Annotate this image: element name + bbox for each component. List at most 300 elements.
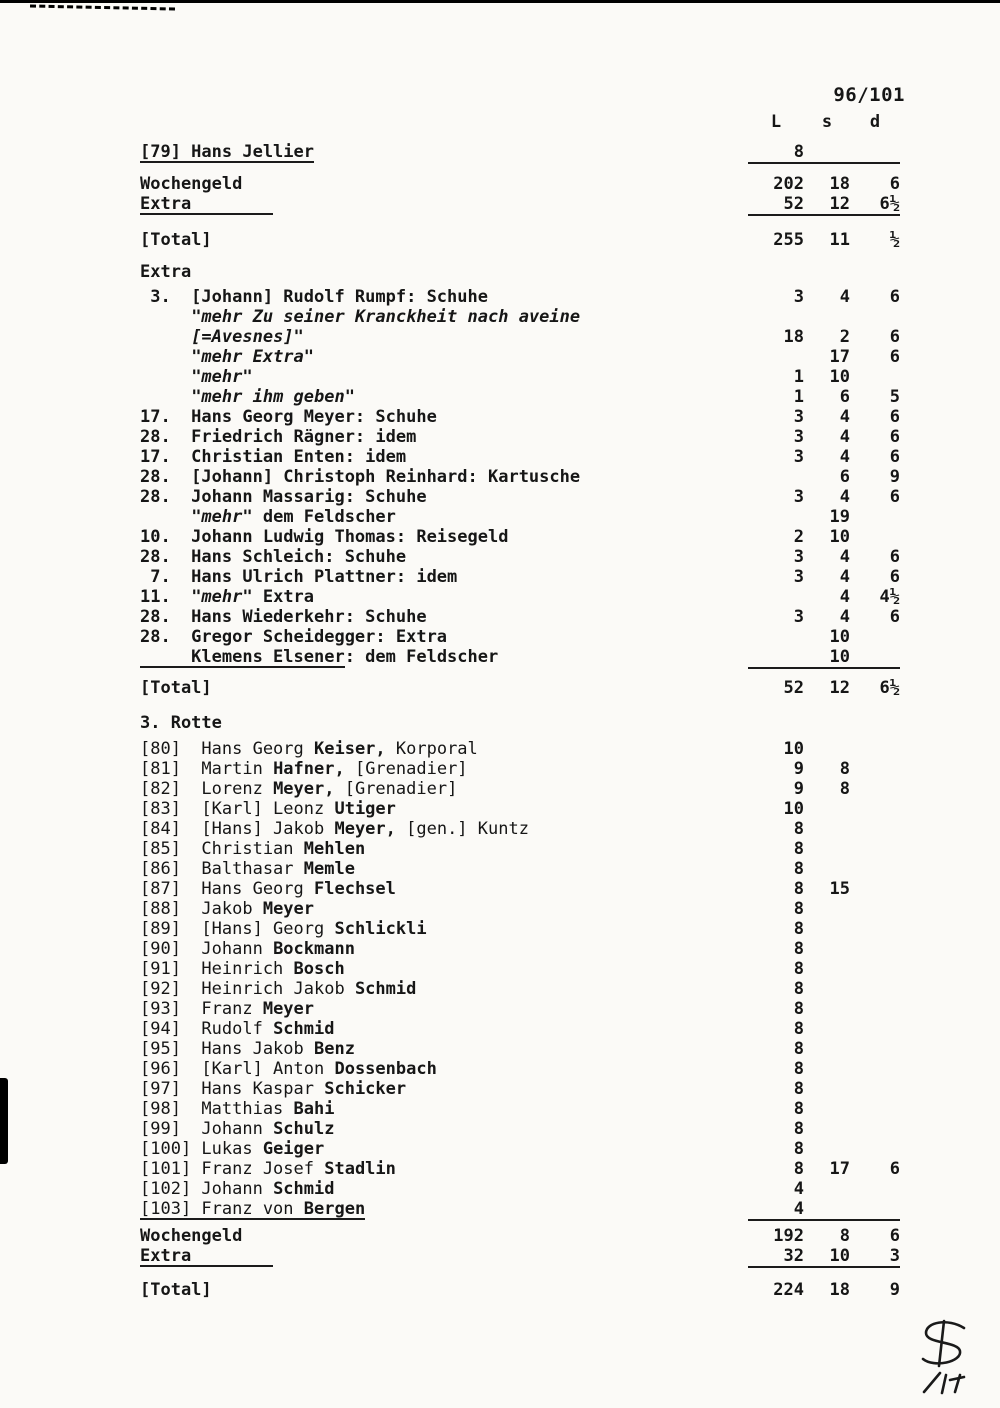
row-amounts — [748, 999, 900, 1019]
text-segment: [97] Hans Kaspar — [140, 1079, 325, 1099]
row-amounts — [748, 959, 900, 979]
row-label — [0, 527, 748, 547]
row-label — [0, 307, 748, 327]
row-label — [0, 678, 748, 698]
amount-s — [804, 1139, 850, 1159]
text-segment: [81] Martin — [140, 759, 274, 779]
text-segment: Bockmann — [273, 939, 355, 959]
text-segment: Schicker — [324, 1079, 407, 1099]
ledger-row — [0, 939, 900, 959]
amount-s — [804, 999, 850, 1019]
row-label — [0, 979, 748, 999]
amount-d — [850, 627, 900, 647]
row-amounts — [748, 527, 900, 547]
row-amounts — [748, 1099, 900, 1119]
amount-d — [850, 859, 900, 879]
amount-l: 2 — [793, 527, 804, 547]
amount-s — [804, 1039, 850, 1059]
ledger-row — [0, 287, 900, 307]
ledger-row — [0, 427, 900, 447]
row-label — [0, 447, 748, 467]
row-amounts — [748, 647, 900, 669]
text-segment: Extra — [252, 587, 315, 607]
row-label — [0, 1199, 748, 1221]
amount-l: 224 — [773, 1280, 804, 1300]
amount-l: 202 — [773, 174, 804, 194]
amount-s: 8 — [839, 1226, 850, 1246]
amount-d: 6 — [889, 447, 900, 467]
section-rotte-3 — [0, 713, 900, 1300]
amount-s — [804, 919, 850, 939]
text-segment: "mehr ihm geben" — [191, 387, 355, 407]
text-segment: [gen.] Kuntz — [395, 819, 529, 839]
row-amounts — [748, 839, 900, 859]
amount-l: 52 — [783, 678, 804, 698]
text-segment: [100] Lukas — [140, 1139, 263, 1159]
amount-s — [804, 1119, 850, 1139]
amount-s: 10 — [829, 1246, 850, 1266]
text-segment: [86] Balthasar — [140, 859, 304, 879]
ledger-row — [0, 487, 900, 507]
amount-d — [850, 527, 900, 547]
amount-l: 4 — [793, 1179, 804, 1199]
row-label — [0, 627, 748, 647]
section-title: 3. Rotte — [140, 713, 222, 733]
row-amounts — [748, 1246, 900, 1268]
amount-d: 6 — [889, 607, 900, 627]
amount-d — [850, 307, 900, 327]
handwritten-slash — [924, 1373, 940, 1392]
currency-header-d: d — [869, 112, 881, 132]
ledger-row — [0, 1139, 900, 1159]
ledger-row — [0, 367, 900, 387]
ledger-row — [0, 1079, 900, 1099]
row-amounts — [748, 142, 900, 164]
row-label — [0, 367, 748, 387]
ledger-row — [0, 819, 900, 839]
ledger-row — [0, 1159, 900, 1179]
text-segment: [Total] — [140, 230, 212, 250]
amount-s — [804, 1199, 850, 1219]
handwritten-mark — [904, 1318, 982, 1400]
amount-s: 18 — [829, 174, 850, 194]
row-label — [0, 1280, 748, 1300]
text-segment: 3. [Johann] Rudolf Rumpf: Schuhe — [140, 287, 488, 307]
amount-s: 19 — [829, 507, 850, 527]
scan-edge-dash — [30, 4, 175, 10]
text-segment: [79] Hans Jellier — [140, 142, 314, 162]
amount-d: 6 — [889, 1226, 900, 1246]
text-segment: Wochengeld — [140, 1226, 243, 1246]
amount-l: 8 — [793, 959, 804, 979]
amount-d: 6 — [889, 567, 900, 587]
ledger-row — [0, 230, 900, 250]
amount-s: 4 — [839, 607, 850, 627]
amount-d: 6 — [889, 487, 900, 507]
ledger-row — [0, 739, 900, 759]
text-segment: 28. Gregor Scheidegger: Extra — [140, 627, 448, 647]
ledger-row — [0, 567, 900, 587]
amount-d: 5 — [889, 387, 900, 407]
text-segment: Geiger — [262, 1139, 325, 1159]
row-amounts — [748, 1226, 900, 1246]
text-segment: Hafner, — [273, 759, 345, 779]
text-segment: Stadlin — [324, 1159, 396, 1179]
scan-edge-top — [0, 0, 1000, 3]
amount-d — [850, 1179, 900, 1199]
handwritten-digits — [942, 1375, 964, 1393]
amount-l: 3 — [793, 447, 804, 467]
amount-s: 4 — [839, 587, 850, 607]
amount-l: 8 — [793, 939, 804, 959]
text-segment: Bahi — [293, 1099, 335, 1119]
row-amounts — [748, 547, 900, 567]
row-amounts — [748, 1039, 900, 1059]
row-amounts — [748, 407, 900, 427]
amount-l: 3 — [793, 287, 804, 307]
text-segment: Extra — [140, 194, 274, 214]
amount-l: 4 — [793, 1199, 804, 1219]
amount-l: 8 — [793, 879, 804, 899]
row-amounts — [748, 799, 900, 819]
amount-d: 6 — [889, 547, 900, 567]
row-label — [0, 759, 748, 779]
amount-d: 6 — [889, 347, 900, 367]
amount-l: 3 — [793, 407, 804, 427]
text-segment: [83] [Karl] Leonz — [140, 799, 335, 819]
row-amounts — [748, 1280, 900, 1300]
amount-s: 17 — [829, 347, 850, 367]
text-segment: Schmid — [354, 979, 417, 999]
ledger-row — [0, 627, 900, 647]
text-segment: Meyer — [262, 899, 315, 919]
amount-s — [804, 819, 850, 839]
row-amounts — [748, 327, 900, 347]
text-segment: Wochengeld — [140, 174, 243, 194]
row-amounts — [748, 879, 900, 899]
text-segment: Keiser, — [314, 739, 386, 759]
row-amounts — [748, 174, 900, 194]
amount-l: 8 — [793, 1059, 804, 1079]
ledger-row — [0, 979, 900, 999]
section-title: Extra — [140, 262, 192, 282]
text-segment: Meyer — [262, 999, 315, 1019]
ledger-row — [0, 174, 900, 194]
text-segment: Benz — [314, 1039, 355, 1059]
row-amounts — [748, 487, 900, 507]
row-label — [0, 939, 748, 959]
amount-l: 8 — [793, 1099, 804, 1119]
row-amounts — [748, 939, 900, 959]
ledger-row — [0, 347, 900, 367]
currency-header-row — [0, 112, 900, 132]
amount-d — [850, 1099, 900, 1119]
amount-d — [850, 979, 900, 999]
amount-l: 3 — [793, 487, 804, 507]
row-amounts — [748, 567, 900, 587]
amount-s: 10 — [829, 527, 850, 547]
ledger-row — [0, 1119, 900, 1139]
text-segment: [92] Heinrich Jakob — [140, 979, 355, 999]
amount-s: 4 — [839, 407, 850, 427]
currency-header-l: L — [770, 112, 782, 132]
text-segment: Meyer, — [273, 779, 335, 799]
amount-l: 8 — [793, 1119, 804, 1139]
amount-s — [804, 739, 850, 759]
text-segment: "mehr" — [191, 367, 253, 387]
row-amounts — [748, 1019, 900, 1039]
text-segment — [140, 327, 191, 347]
row-label — [0, 347, 748, 367]
row-label — [0, 899, 748, 919]
text-segment — [140, 347, 191, 367]
amount-d — [850, 1199, 900, 1219]
page-number: 96/101 — [833, 84, 905, 106]
amount-d: ½ — [889, 230, 900, 250]
amount-s: 8 — [839, 779, 850, 799]
row-label — [0, 1159, 748, 1179]
amount-d — [850, 647, 900, 667]
ledger-row — [0, 647, 900, 669]
amount-s — [804, 899, 850, 919]
text-segment: Extra — [140, 1246, 274, 1266]
amount-l: 3 — [793, 547, 804, 567]
amount-l: 8 — [793, 1139, 804, 1159]
row-label — [0, 427, 748, 447]
row-label — [0, 819, 748, 839]
section-extra-detail — [0, 262, 900, 698]
row-label — [0, 194, 748, 216]
row-label — [0, 587, 748, 607]
amount-l — [748, 647, 804, 667]
amount-d — [850, 739, 900, 759]
amount-s — [804, 1059, 850, 1079]
text-segment: 28. Johann Massarig: Schuhe — [140, 487, 427, 507]
ledger-row — [0, 959, 900, 979]
text-segment: [93] Franz — [140, 999, 263, 1019]
text-segment: Bosch — [293, 959, 345, 979]
ledger-row — [0, 547, 900, 567]
row-label — [0, 1179, 748, 1199]
text-segment: [103] Franz von — [140, 1199, 304, 1219]
amount-l: 255 — [773, 230, 804, 250]
row-label — [0, 467, 748, 487]
amount-l — [748, 627, 804, 647]
ledger-row — [0, 1199, 900, 1221]
amount-l: 9 — [793, 759, 804, 779]
row-label — [0, 779, 748, 799]
text-segment: [102] Johann — [140, 1179, 274, 1199]
row-amounts — [748, 759, 900, 779]
amount-d — [850, 367, 900, 387]
ledger-row — [0, 507, 900, 527]
text-segment: Schmid — [273, 1179, 335, 1199]
amount-s: 10 — [829, 367, 850, 387]
row-label — [0, 407, 748, 427]
text-segment: [Grenadier] — [334, 779, 458, 799]
row-label — [0, 1226, 748, 1246]
ledger-row — [0, 194, 900, 216]
row-amounts — [748, 1119, 900, 1139]
row-amounts — [748, 507, 900, 527]
currency-headers — [748, 112, 900, 132]
ledger-sections — [0, 142, 900, 1300]
amount-l: 192 — [773, 1226, 804, 1246]
row-label — [0, 174, 748, 194]
amount-s: 2 — [839, 327, 850, 347]
amount-d: 6½ — [879, 194, 900, 214]
row-label — [0, 1119, 748, 1139]
text-segment — [140, 387, 191, 407]
row-amounts — [748, 919, 900, 939]
text-segment: [Total] — [140, 678, 212, 698]
text-segment: 10. Johann Ludwig Thomas: Reisegeld — [140, 527, 509, 547]
text-segment: dem Feldscher — [252, 507, 396, 527]
amount-s — [804, 959, 850, 979]
text-segment: Dossenbach — [334, 1059, 437, 1079]
amount-s: 4 — [839, 447, 850, 467]
row-amounts — [748, 607, 900, 627]
text-segment: Schlickli — [334, 919, 427, 939]
amount-l: 32 — [783, 1246, 804, 1266]
text-segment: 28. Hans Schleich: Schuhe — [140, 547, 407, 567]
amount-d: 6 — [889, 427, 900, 447]
ledger-row — [0, 759, 900, 779]
row-label — [0, 1246, 748, 1268]
amount-d — [850, 879, 900, 899]
amount-l: 9 — [793, 779, 804, 799]
ledger-row — [0, 607, 900, 627]
text-segment: "mehr Extra" — [191, 347, 315, 367]
row-label — [0, 387, 748, 407]
row-amounts — [748, 387, 900, 407]
text-segment: Meyer, — [334, 819, 396, 839]
ledger-row — [0, 587, 900, 607]
amount-d — [850, 1079, 900, 1099]
amount-l: 8 — [793, 859, 804, 879]
row-label — [0, 327, 748, 347]
row-amounts — [748, 367, 900, 387]
amount-l — [748, 307, 804, 327]
amount-s: 6 — [839, 387, 850, 407]
text-segment — [140, 507, 191, 527]
text-segment: Schulz — [273, 1119, 335, 1139]
ledger-row — [0, 839, 900, 859]
amount-d — [850, 1059, 900, 1079]
amount-l: 8 — [793, 899, 804, 919]
row-label — [0, 1079, 748, 1099]
row-amounts — [748, 899, 900, 919]
text-segment: : dem Feldscher — [344, 647, 499, 667]
row-label — [0, 919, 748, 939]
text-segment: [90] Johann — [140, 939, 274, 959]
amount-s — [804, 859, 850, 879]
amount-l: 8 — [793, 999, 804, 1019]
text-segment: "mehr Zu seiner Kranckheit nach aveine — [191, 307, 581, 327]
row-amounts — [748, 1139, 900, 1159]
amount-l: 18 — [783, 327, 804, 347]
amount-l: 3 — [793, 567, 804, 587]
amount-s: 15 — [829, 879, 850, 899]
amount-d: 9 — [889, 1280, 900, 1300]
amount-s — [804, 1099, 850, 1119]
amount-s: 4 — [839, 547, 850, 567]
row-label — [0, 1059, 748, 1079]
text-segment: Mehlen — [303, 839, 366, 859]
amount-s — [804, 307, 850, 327]
row-label — [0, 739, 748, 759]
ledger-row — [0, 467, 900, 487]
text-segment: [84] [Hans] Jakob — [140, 819, 335, 839]
text-segment: [85] Christian — [140, 839, 304, 859]
amount-l — [748, 587, 804, 607]
row-amounts — [748, 779, 900, 799]
amount-l: 10 — [783, 739, 804, 759]
ledger-row — [0, 1226, 900, 1246]
ledger-row — [0, 859, 900, 879]
row-label — [0, 607, 748, 627]
row-label — [0, 230, 748, 250]
amount-s: 6 — [839, 467, 850, 487]
amount-d — [850, 1039, 900, 1059]
row-label — [0, 1099, 748, 1119]
ledger-row — [0, 387, 900, 407]
ledger-row — [0, 1059, 900, 1079]
ledger-row — [0, 1099, 900, 1119]
amount-s — [804, 939, 850, 959]
amount-d — [850, 779, 900, 799]
amount-l: 8 — [793, 839, 804, 859]
row-amounts — [748, 678, 900, 698]
ledger-row — [0, 1280, 900, 1300]
row-label — [0, 112, 748, 132]
row-amounts — [748, 194, 900, 216]
row-label — [0, 1019, 748, 1039]
ledger-row — [0, 527, 900, 547]
amount-l: 10 — [783, 799, 804, 819]
row-label — [0, 1039, 748, 1059]
row-amounts — [748, 287, 900, 307]
row-label — [0, 142, 748, 164]
text-segment: [91] Heinrich — [140, 959, 294, 979]
ledger-row — [0, 327, 900, 347]
row-label — [0, 487, 748, 507]
row-label — [0, 859, 748, 879]
amount-d — [850, 919, 900, 939]
row-amounts — [748, 859, 900, 879]
amount-d — [850, 1019, 900, 1039]
amount-l: 3 — [793, 607, 804, 627]
amount-l — [748, 467, 804, 487]
text-segment: Klemens Elsener — [140, 647, 345, 667]
ledger-row — [0, 1179, 900, 1199]
amount-d — [850, 839, 900, 859]
row-amounts — [748, 1059, 900, 1079]
amount-l: 3 — [793, 427, 804, 447]
row-label — [0, 799, 748, 819]
ledger-row — [0, 999, 900, 1019]
row-amounts — [748, 1199, 900, 1221]
row-label — [0, 507, 748, 527]
row-amounts — [748, 427, 900, 447]
ledger-row — [0, 1019, 900, 1039]
row-label — [0, 1139, 748, 1159]
row-amounts — [748, 1079, 900, 1099]
text-segment: Korporal — [385, 739, 478, 759]
row-amounts — [748, 347, 900, 367]
amount-d: 6 — [889, 1159, 900, 1179]
row-label — [0, 287, 748, 307]
